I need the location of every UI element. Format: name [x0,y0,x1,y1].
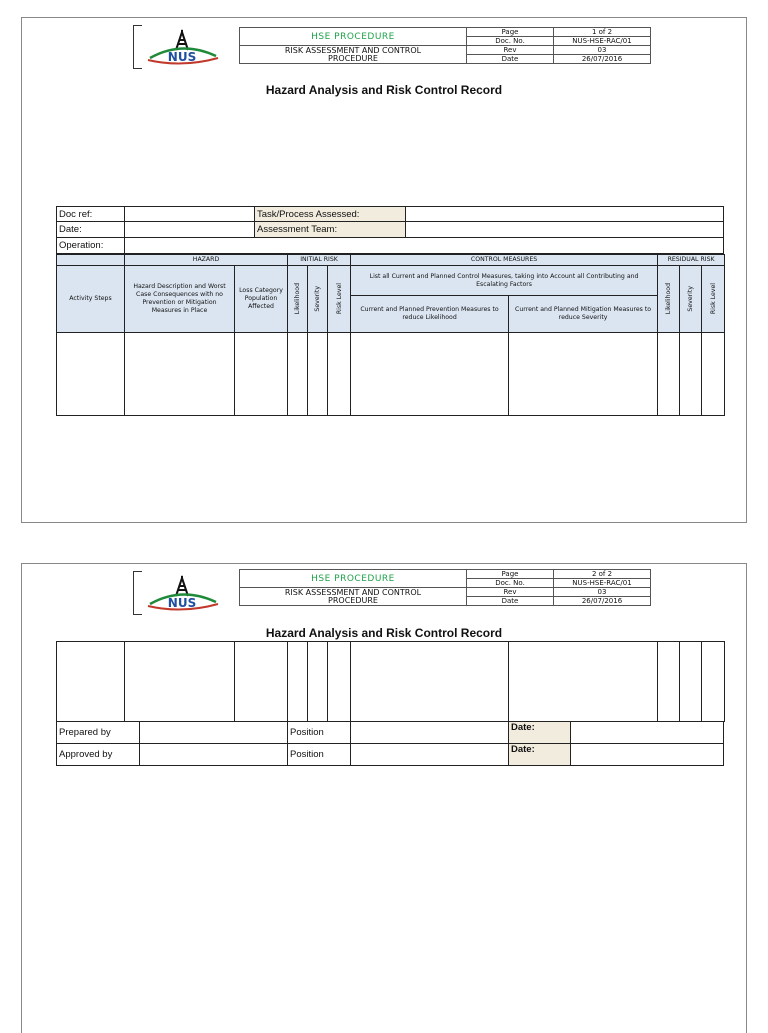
table-cell[interactable] [702,642,725,722]
table-cell[interactable] [308,642,328,722]
residual-likelihood-header: Likelihood [658,266,680,333]
prepared-by-field[interactable] [140,722,288,744]
page-label: Page [467,28,554,37]
date-label: Date [467,597,554,606]
table-row [57,333,725,416]
info-table [56,206,724,254]
page-title: Hazard Analysis and Risk Control Record [265,83,503,97]
initial-risk-header: INITIAL RISK [288,255,351,266]
table-cell[interactable] [509,642,658,722]
nus-logo [142,572,222,616]
procedure-line-2: PROCEDURE [328,595,378,605]
team-label: Assessment Team: [255,222,406,238]
table-cell[interactable] [235,333,288,416]
rev-label: Rev [467,46,554,55]
task-field[interactable] [406,207,724,222]
hse-procedure-label: HSE PROCEDURE [240,28,467,46]
table-cell[interactable] [509,333,658,416]
control-instruction: List all Current and Planned Control Measures, taking into Account all Contributing and Escalating Factors [351,266,658,296]
doc-no-label: Doc. No. [467,579,554,588]
date-info-label: Date: [57,222,125,238]
table-cell[interactable] [702,333,725,416]
table-cell[interactable] [658,642,680,722]
loss-category-header: Loss Category Population Affected [235,266,288,333]
approved-date-label: Date: [509,744,571,766]
initial-risk-level-header: Risk Level [328,266,351,333]
table-cell[interactable] [235,642,288,722]
logo-bracket [133,25,142,69]
page-value: 2 of 2 [554,570,651,579]
table-cell[interactable] [328,642,351,722]
approved-position-field[interactable] [351,744,509,766]
prepared-by-label: Prepared by [57,722,140,744]
page-value: 1 of 2 [554,28,651,37]
residual-risk-header: RESIDUAL RISK [658,255,725,266]
approved-by-label: Approved by [57,744,140,766]
approved-date-field[interactable] [571,744,724,766]
page-label: Page [467,570,554,579]
table-cell[interactable] [658,333,680,416]
page-title: Hazard Analysis and Risk Control Record [265,626,503,640]
procedure-line-1: RISK ASSESSMENT AND CONTROL [284,45,422,55]
table-cell[interactable] [328,333,351,416]
prevention-header: Current and Planned Prevention Measures to reduce Likelihood [351,296,509,333]
procedure-name [240,46,467,64]
table-cell[interactable] [308,333,328,416]
task-label: Task/Process Assessed: [255,207,406,222]
table-cell[interactable] [125,642,235,722]
rev-value: 03 [554,588,651,597]
signoff-table [56,721,724,766]
position-label: Position [288,744,351,766]
nus-logo [142,26,222,70]
doc-ref-label: Doc ref: [57,207,125,222]
date-value: 26/07/2016 [554,55,651,64]
document-page-2 [21,563,747,1033]
table-cell[interactable] [288,333,308,416]
hazard-group-header: HAZARD [125,255,288,266]
operation-label: Operation: [57,238,125,254]
doc-no-value: NUS-HSE-RAC/01 [554,37,651,46]
hazard-table [56,254,725,416]
table-cell[interactable] [351,642,509,722]
table-cell[interactable] [351,333,509,416]
operation-field[interactable] [125,238,724,254]
activity-steps-header: Activity Steps [57,266,125,333]
prepared-date-field[interactable] [571,722,724,744]
rev-value: 03 [554,46,651,55]
prepared-date-label: Date: [509,722,571,744]
rev-label: Rev [467,588,554,597]
table-cell[interactable] [680,333,702,416]
logo-text: NUS [167,50,197,64]
approved-by-field[interactable] [140,744,288,766]
doc-ref-field[interactable] [125,207,255,222]
hazard-description-header: Hazard Description and Worst Case Consequences with no Prevention or Mitigation Measures in Place [125,266,235,333]
table-cell[interactable] [288,642,308,722]
hse-procedure-label: HSE PROCEDURE [240,570,467,588]
mitigation-header: Current and Planned Mitigation Measures to reduce Severity [509,296,658,333]
date-field[interactable] [125,222,255,238]
doc-header [239,27,651,64]
procedure-name [240,588,467,606]
logo-text: NUS [167,596,197,610]
table-cell[interactable] [680,642,702,722]
initial-severity-header: Severity [308,266,328,333]
procedure-line-1: RISK ASSESSMENT AND CONTROL [284,587,422,597]
table-cell[interactable] [57,642,125,722]
doc-no-label: Doc. No. [467,37,554,46]
initial-likelihood-header: Likelihood [288,266,308,333]
procedure-line-2: PROCEDURE [328,53,378,63]
residual-severity-header: Severity [680,266,702,333]
table-cell[interactable] [57,333,125,416]
table-row [57,642,725,722]
logo-bracket [133,571,142,615]
residual-risk-level-header: Risk Level [702,266,725,333]
hazard-table-continued [56,641,725,722]
control-measures-header: CONTROL MEASURES [351,255,658,266]
position-label: Position [288,722,351,744]
date-value: 26/07/2016 [554,597,651,606]
team-field[interactable] [406,222,724,238]
table-cell[interactable] [125,333,235,416]
document-page-1 [21,17,747,523]
doc-no-value: NUS-HSE-RAC/01 [554,579,651,588]
doc-header [239,569,651,606]
prepared-position-field[interactable] [351,722,509,744]
date-label: Date [467,55,554,64]
